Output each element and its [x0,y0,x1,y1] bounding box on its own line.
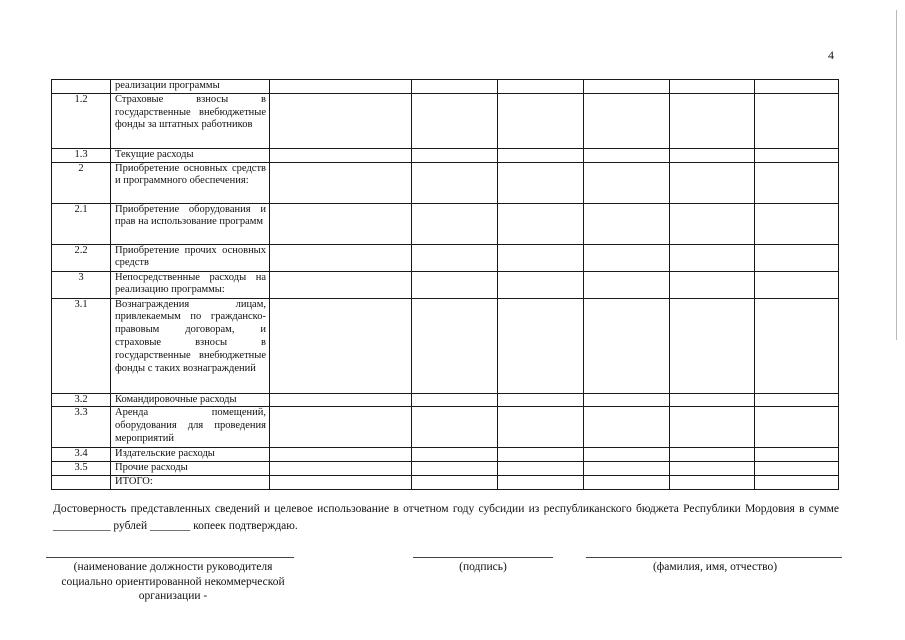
expense-report-table [51,79,839,490]
value-cell [498,203,584,244]
table-row [52,148,839,162]
value-cell [270,475,412,489]
table-row [52,80,839,94]
row-number-cell: 3.2 [52,393,111,407]
value-cell [670,475,755,489]
value-cell [755,203,839,244]
value-cell [670,162,755,203]
value-cell [412,298,498,393]
value-cell [755,244,839,271]
row-number-cell: 3 [52,271,111,298]
value-cell [670,462,755,476]
confirmation-statement: Достоверность представленных сведений и целевое использование в отчетном году субсидии из республиканского бюджета Республики Мордовия в сумме __________ рублей _______ копеек подтверждаю. [53,503,839,532]
value-cell [270,203,412,244]
value-cell [270,407,412,448]
value-cell [584,93,670,148]
value-cell [670,271,755,298]
table-row [52,244,839,271]
value-cell [412,80,498,94]
value-cell [498,475,584,489]
value-cell [755,148,839,162]
row-number-cell: 1.3 [52,148,111,162]
row-name-cell: Вознаграждения лицам, привлекаемым по гражданско-правовым договорам, и страховые взносы в государственные внебюджетные фонды с таких вознаграждений [111,298,270,393]
value-cell [670,148,755,162]
table-row [52,475,839,489]
value-cell [755,448,839,462]
table-row [52,162,839,203]
value-cell [270,448,412,462]
value-cell [584,475,670,489]
value-cell [584,162,670,203]
row-name-cell: реализации программы [111,80,270,94]
row-number-cell: 1.2 [52,93,111,148]
value-cell [584,271,670,298]
value-cell [412,475,498,489]
position-signature-line [46,557,294,558]
page-number: 4 [828,48,834,62]
value-cell [270,162,412,203]
value-cell [412,244,498,271]
row-name-cell: Приобретение прочих основных средств [111,244,270,271]
value-cell [412,271,498,298]
value-cell [670,393,755,407]
value-cell [412,462,498,476]
row-name-cell: Командировочные расходы [111,393,270,407]
value-cell [270,298,412,393]
value-cell [584,148,670,162]
value-cell [270,244,412,271]
value-cell [412,407,498,448]
row-number-cell: 3.3 [52,407,111,448]
value-cell [498,298,584,393]
table-row [52,407,839,448]
value-cell [270,393,412,407]
row-number-cell: 2 [52,162,111,203]
value-cell [412,162,498,203]
value-cell [670,407,755,448]
row-name-cell: Текущие расходы [111,148,270,162]
row-name-cell: Издательские расходы [111,448,270,462]
value-cell [498,244,584,271]
table-row [52,203,839,244]
table-body [52,80,839,490]
row-name-cell: Страховые взносы в государственные внебюджетные фонды за штатных работников [111,93,270,148]
row-name-cell: Приобретение оборудования и прав на использование программ [111,203,270,244]
value-cell [270,462,412,476]
value-cell [270,80,412,94]
row-name-cell: Аренда помещений, оборудования для проведения мероприятий [111,407,270,448]
value-cell [412,203,498,244]
value-cell [755,80,839,94]
row-number-cell [52,475,111,489]
value-cell [412,93,498,148]
value-cell [498,393,584,407]
row-number-cell: 2.1 [52,203,111,244]
value-cell [755,407,839,448]
value-cell [412,393,498,407]
full-name-caption: (фамилия, имя, отчество) [652,561,778,573]
value-cell [670,93,755,148]
value-cell [755,475,839,489]
value-cell [270,271,412,298]
value-cell [755,393,839,407]
row-number-cell: 3.1 [52,298,111,393]
value-cell [498,148,584,162]
table-row [52,271,839,298]
row-number-cell: 3.4 [52,448,111,462]
value-cell [670,448,755,462]
row-name-cell: Непосредственные расходы на реализацию программы: [111,271,270,298]
value-cell [584,298,670,393]
scan-edge-line [896,10,897,340]
value-cell [498,462,584,476]
value-cell [270,148,412,162]
value-cell [498,271,584,298]
table-row [52,462,839,476]
table-row [52,298,839,393]
table-row [52,93,839,148]
value-cell [270,93,412,148]
value-cell [412,448,498,462]
row-number-cell [52,80,111,94]
signature-caption: (подпись) [459,561,507,573]
value-cell [755,298,839,393]
value-cell [755,162,839,203]
table-row [52,393,839,407]
row-number-cell: 3.5 [52,462,111,476]
value-cell [670,203,755,244]
value-cell [498,162,584,203]
value-cell [584,80,670,94]
full-name-line [586,557,842,558]
value-cell [670,80,755,94]
value-cell [670,298,755,393]
value-cell [412,148,498,162]
value-cell [584,393,670,407]
row-name-cell: ИТОГО: [111,475,270,489]
value-cell [498,448,584,462]
signature-line [413,557,553,558]
value-cell [755,271,839,298]
value-cell [755,462,839,476]
row-name-cell: Приобретение основных средств и программного обеспечения: [111,162,270,203]
table-row [52,448,839,462]
value-cell [498,80,584,94]
position-caption: (наименование должности руководителя социально ориентированной некоммерческой организации - [61,561,285,602]
value-cell [498,93,584,148]
value-cell [584,462,670,476]
value-cell [755,93,839,148]
row-number-cell: 2.2 [52,244,111,271]
row-name-cell: Прочие расходы [111,462,270,476]
value-cell [498,407,584,448]
value-cell [584,448,670,462]
value-cell [584,203,670,244]
value-cell [584,244,670,271]
value-cell [584,407,670,448]
value-cell [670,244,755,271]
